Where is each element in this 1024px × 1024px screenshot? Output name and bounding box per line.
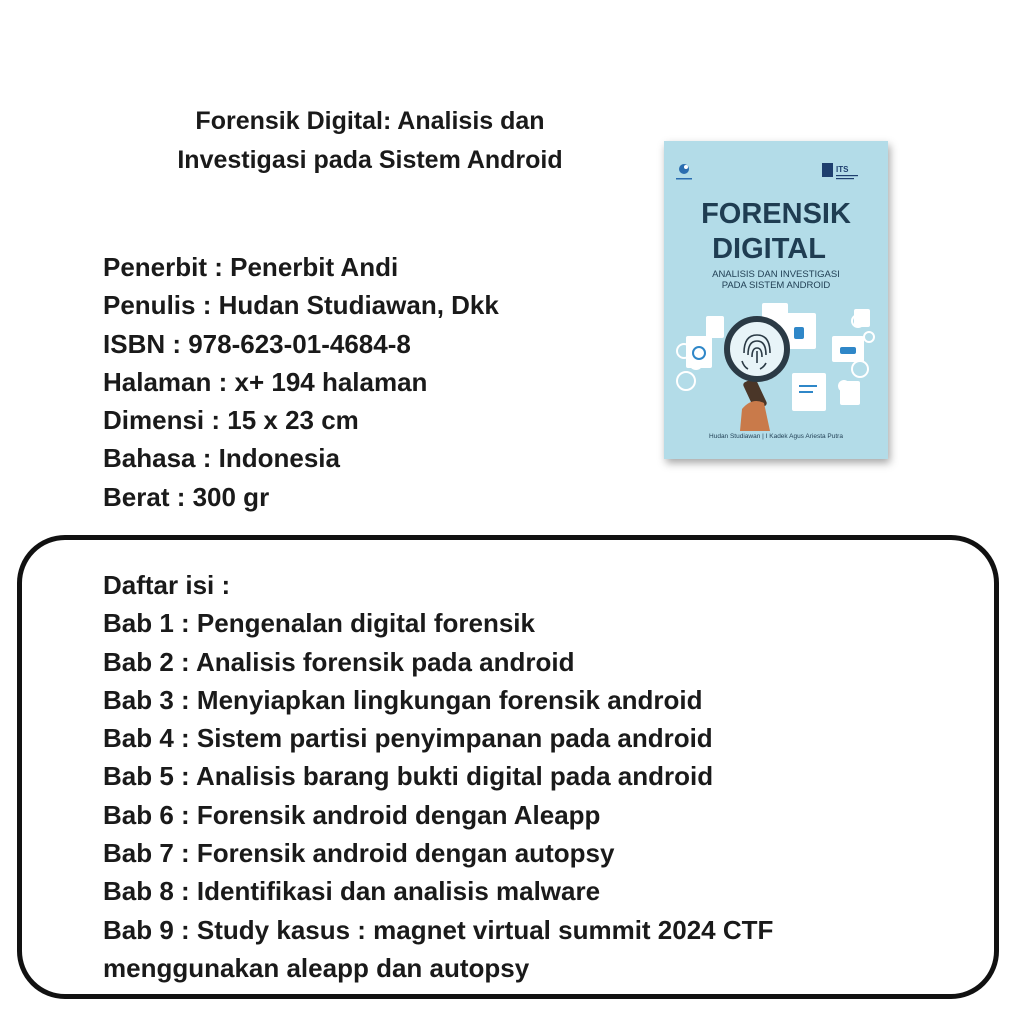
cover-subtitle-line-2: PADA SISTEM ANDROID [721,280,831,291]
book-cover-art [664,141,888,459]
spec-publisher: Penerbit : Penerbit Andi [103,252,399,282]
spec-author: Penulis : Hudan Studiawan, Dkk [103,290,499,321]
magnifier-fingerprint-icon [727,319,787,431]
cover-authors: Hudan Studiawan | I Kadek Agus Ariesta Putra [709,433,843,440]
spec-dimensions: Dimensi : 15 x 23 cm [103,405,359,436]
publisher-logo [676,164,692,180]
toc-chapter-8: Bab 8 : Identifikasi dan analisis malware [103,876,601,907]
cover-title-line-2: DIGITAL [712,233,826,265]
its-logo [822,163,858,179]
spec-weight: Berat : 300 gr [103,481,270,512]
book-specs [103,248,499,516]
toc-chapter-9-continued: menggunakan aleapp dan autopsy [103,952,530,983]
toc-chapter-1: Bab 1 : Pengenalan digital forensik [103,608,535,639]
its-logo-text: ITS [836,165,849,174]
spec-pages: Halaman : x+ 194 halaman [103,366,428,397]
toc-heading: Daftar isi : [103,570,231,600]
spec-isbn: ISBN : 978-623-01-4684-8 [103,328,411,359]
toc-chapter-7: Bab 7 : Forensik android dengan autopsy [103,838,615,869]
toc-chapter-2: Bab 2 : Analisis forensik pada android [103,646,575,677]
book-title-line-2: Investigasi pada Sistem Android [177,146,563,174]
book-title [100,102,640,180]
book-cover [664,141,888,459]
toc-chapter-3: Bab 3 : Menyiapkan lingkungan forensik android [103,684,703,715]
toc-chapter-5: Bab 5 : Analisis barang bukti digital pada android [103,761,714,792]
table-of-contents [103,566,773,987]
toc-chapter-9: Bab 9 : Study kasus : magnet virtual summit 2024 CTF [103,914,774,945]
toc-chapter-4: Bab 4 : Sistem partisi penyimpanan pada android [103,723,713,754]
spec-language: Bahasa : Indonesia [103,443,340,474]
toc-chapter-6: Bab 6 : Forensik android dengan Aleapp [103,799,601,830]
cover-title-line-1: FORENSIK [701,198,851,230]
cover-subtitle-line-1: ANALISIS DAN INVESTIGASI [712,269,840,280]
book-title-line-1: Forensik Digital: Analisis dan [195,107,545,135]
